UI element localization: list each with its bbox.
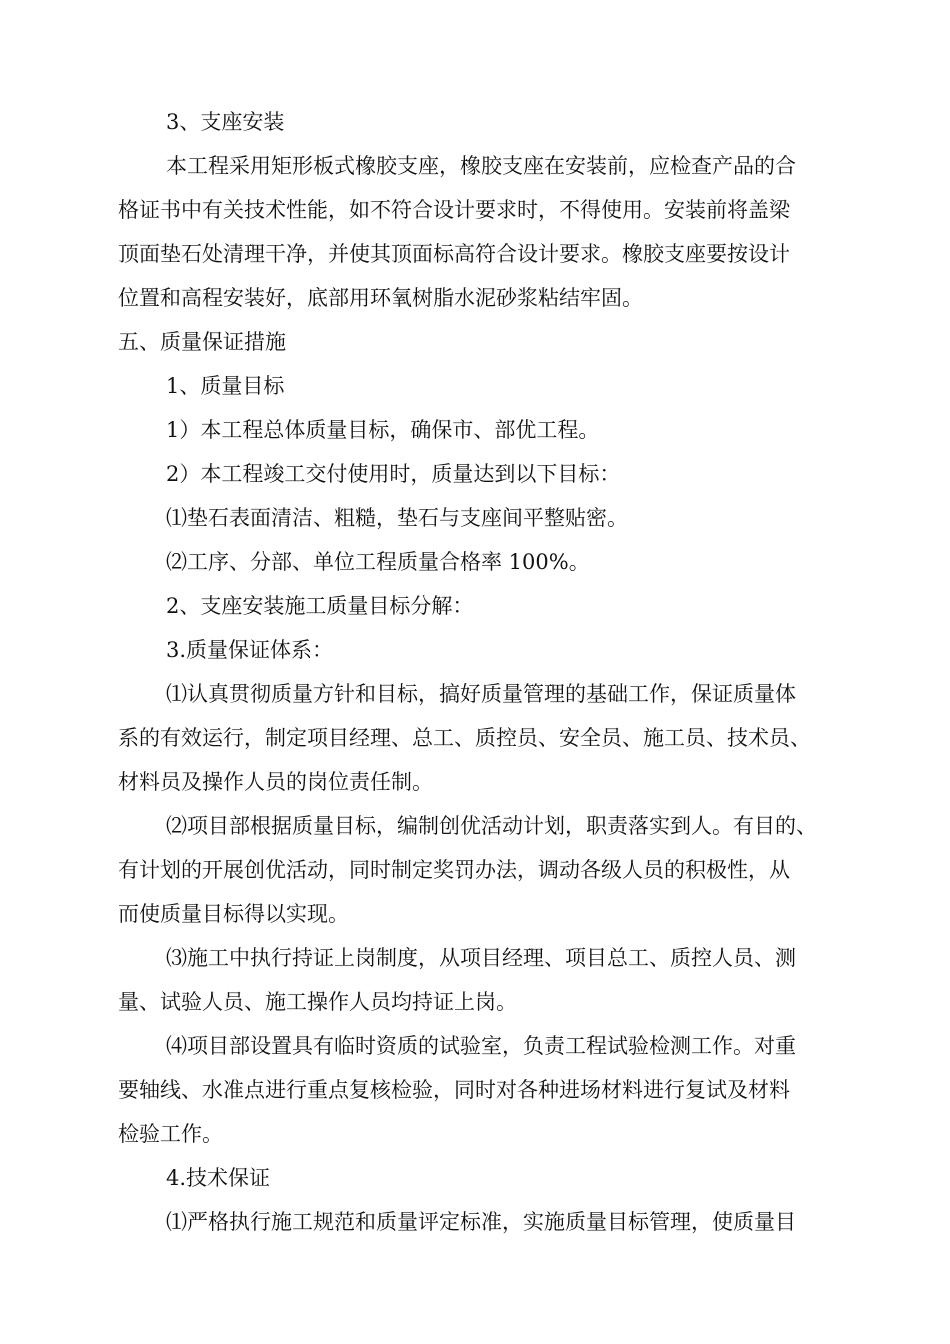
list-item: ⑵工序、分部、单位工程质量合格率 100%。 — [166, 550, 590, 574]
paragraph-line: ⑴严格执行施工规范和质量评定标准，实施质量目标管理，使质量目 — [166, 1210, 796, 1234]
chapter-heading-quality-measures: 五、质量保证措施 — [118, 330, 286, 354]
section-heading-bearing-install: 3、支座安装 — [166, 110, 285, 134]
paragraph-line: 要轴线、水准点进行重点复核检验，同时对各种进场材料进行复试及材料 — [118, 1078, 790, 1102]
paragraph-line: 系的有效运行，制定项目经理、总工、质控员、安全员、施工员、技术员、 — [118, 726, 811, 750]
paragraph-line: 有计划的开展创优活动，同时制定奖罚办法，调动各级人员的积极性，从 — [118, 858, 790, 882]
paragraph-line: ⑶施工中执行持证上岗制度，从项目经理、项目总工、质控人员、测 — [166, 946, 796, 970]
section-heading-quality-system: 3.质量保证体系： — [166, 638, 334, 662]
section-heading-quality-goal: 1、质量目标 — [166, 374, 285, 398]
paragraph-line: 而使质量目标得以实现。 — [118, 902, 349, 926]
paragraph-line: ⑵项目部根据质量目标，编制创优活动计划，职责落实到人。有目的、 — [166, 814, 817, 838]
paragraph-line: 顶面垫石处清理干净，并使其顶面标高符合设计要求。橡胶支座要按设计 — [118, 242, 790, 266]
paragraph-line: ⑷项目部设置具有临时资质的试验室，负责工程试验检测工作。对重 — [166, 1034, 796, 1058]
paragraph-line: 材料员及操作人员的岗位责任制。 — [118, 770, 433, 794]
paragraph-line: 本工程采用矩形板式橡胶支座，橡胶支座在安装前，应检查产品的合 — [166, 154, 796, 178]
paragraph-line: 检验工作。 — [118, 1122, 223, 1146]
paragraph-line: ⑴认真贯彻质量方针和目标，搞好质量管理的基础工作，保证质量体 — [166, 682, 796, 706]
paragraph-line: 格证书中有关技术性能，如不符合设计要求时，不得使用。安装前将盖梁 — [118, 198, 790, 222]
section-heading-technical-assurance: 4.技术保证 — [166, 1166, 271, 1190]
list-item: ⑴垫石表面清洁、粗糙，垫石与支座间平整贴密。 — [166, 506, 628, 530]
document-page — [118, 100, 838, 1244]
section-heading-goal-breakdown: 2、支座安装施工质量目标分解： — [166, 594, 474, 618]
list-item: 2）本工程竣工交付使用时，质量达到以下目标： — [166, 462, 621, 486]
list-item: 1）本工程总体质量目标，确保市、部优工程。 — [166, 418, 600, 442]
paragraph-line: 量、试验人员、施工操作人员均持证上岗。 — [118, 990, 517, 1014]
paragraph-line: 位置和高程安装好，底部用环氧树脂水泥砂浆粘结牢固。 — [118, 286, 643, 310]
